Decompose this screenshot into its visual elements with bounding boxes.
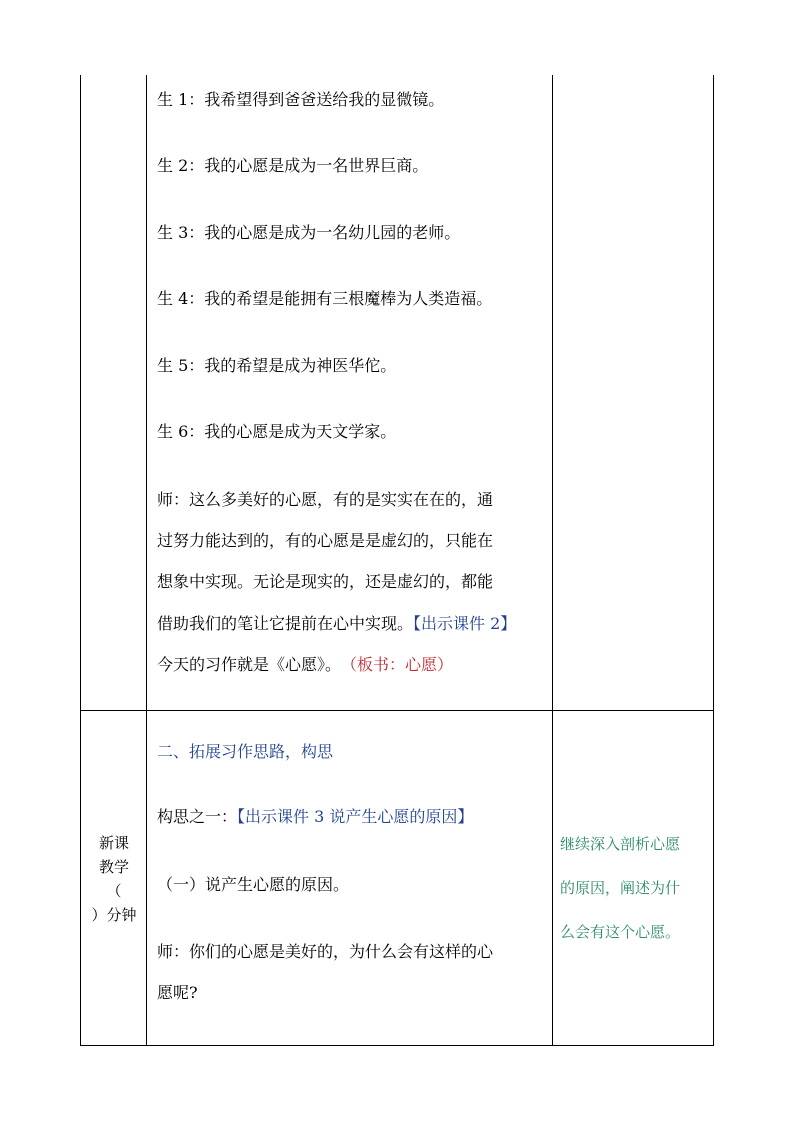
teacher-question-line-2: 愿呢? <box>157 983 198 1002</box>
table-border-bottom <box>80 1045 714 1046</box>
teacher-remark-line-1: 师：这么多美好的心愿，有的是实实在在的，通 <box>157 490 494 509</box>
teacher-question-line-1: 师：你们的心愿是美好的，为什么会有这样的心 <box>157 942 494 961</box>
table-row-divider <box>80 710 714 711</box>
section-title: 二、拓展习作思路，构思 <box>157 742 334 761</box>
teacher-remark-line-2: 过努力能达到的，有的心愿是是虚幻的，只能在 <box>157 531 494 550</box>
teacher-remark-line-5-text: 今天的习作就是《心愿》。 <box>157 655 342 674</box>
table-border-right <box>713 75 714 1045</box>
teacher-remark-line-4 <box>157 613 516 635</box>
stage-label-line-1: 新课 <box>98 834 129 852</box>
student-answer-3: 生 3：我的心愿是成为一名幼儿园的老师。 <box>157 223 461 242</box>
courseware-note-2: 【出示课件 2】 <box>413 614 517 633</box>
student-answer-2: 生 2：我的心愿是成为一名世界巨商。 <box>157 156 429 175</box>
table-border-left <box>80 75 81 1045</box>
teacher-remark-line-4-text: 借助我们的笔让它提前在心中实现。 <box>157 614 414 633</box>
stage-label-line-2: 教学 <box>98 858 129 876</box>
stage-label-line-4: ）分钟 <box>91 906 137 924</box>
design-intent-line-2: 的原因，阐述为什 <box>560 879 681 897</box>
student-answer-1: 生 1：我希望得到爸爸送给我的显微镜。 <box>157 90 445 109</box>
design-intent-line-3: 么会有这个心愿。 <box>560 923 681 941</box>
design-intent-line-1: 继续深入剖析心愿 <box>560 835 681 853</box>
idea-line <box>157 806 473 828</box>
teacher-remark-line-5 <box>157 654 453 676</box>
sub-title: （一）说产生心愿的原因。 <box>157 875 350 894</box>
table-divider-stage <box>146 75 147 1045</box>
student-answer-4: 生 4：我的希望是能拥有三根魔棒为人类造福。 <box>157 289 493 308</box>
stage-label-line-3: （ <box>106 882 122 900</box>
courseware-note-3: 【出示课件 3 说产生心愿的原因】 <box>237 807 474 826</box>
teacher-remark-line-3: 想象中实现。无论是现实的，还是虚幻的，都能 <box>157 572 494 591</box>
idea-prefix: 构思之一： <box>157 807 238 826</box>
blackboard-note: （板书：心愿） <box>349 655 454 674</box>
student-answer-6: 生 6：我的心愿是成为天文学家。 <box>157 422 397 441</box>
table-divider-design <box>552 75 553 1045</box>
student-answer-5: 生 5：我的希望是成为神医华佗。 <box>157 356 397 375</box>
